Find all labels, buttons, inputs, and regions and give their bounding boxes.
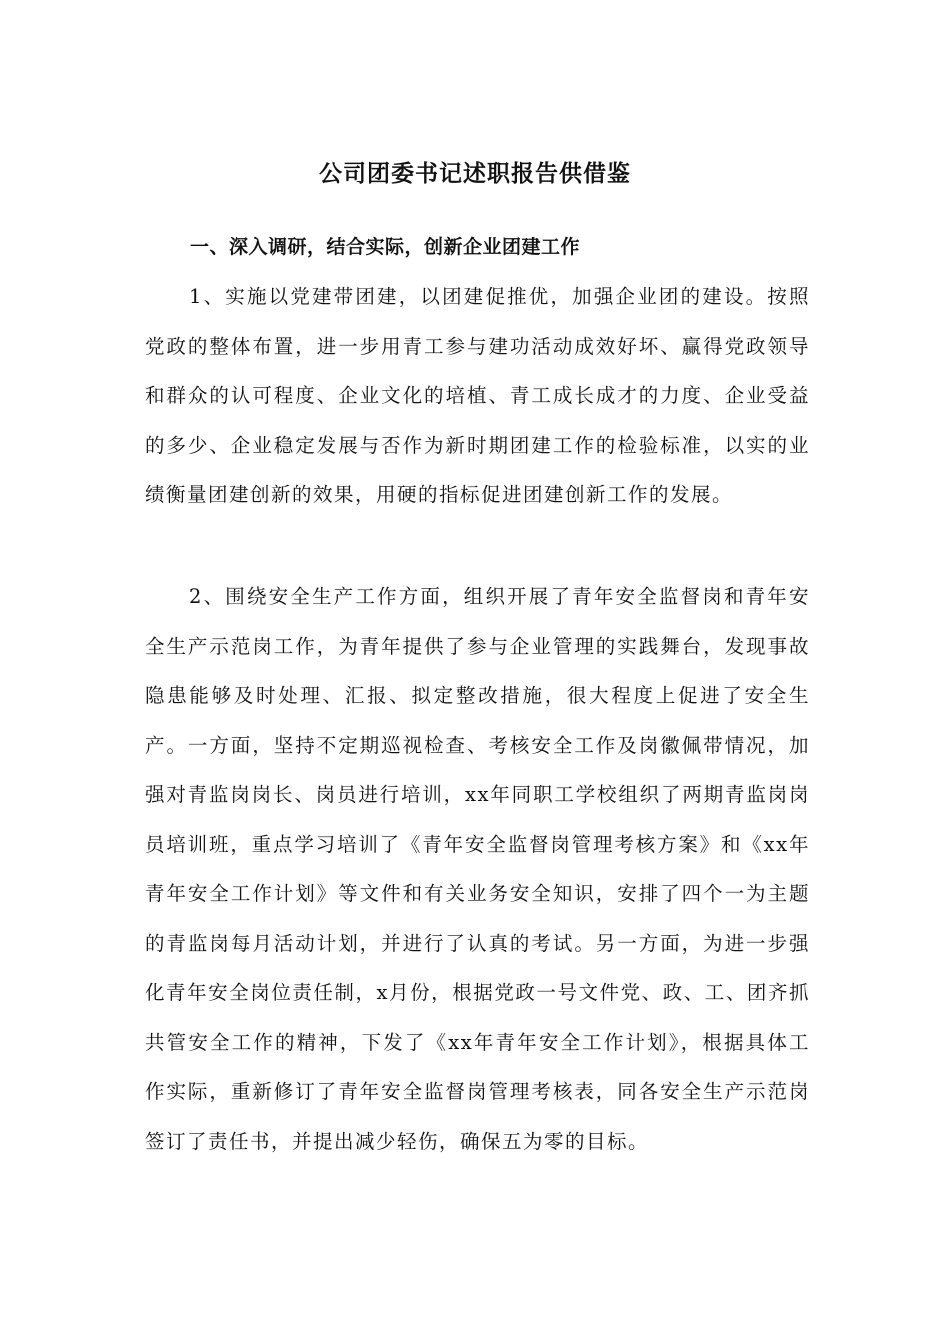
document-title: 公司团委书记述职报告供借鉴	[319, 160, 631, 187]
paragraph-1: 1、实施以党建带团建，以团建促推优，加强企业团的建设。按照党政的整体布置，进一步用青工参与建功活动成效好坏、赢得党政领导和群众的认可程度、企业文化的培植、青工成长成才的力度、企业受益的多少、企业稳定发展与否作为新时期团建工作的检验标准，以实的业绩衡量团建创新的效果，用硬的指标促进团建创新工作的发展。	[145, 285, 810, 506]
paragraph-2: 2、围绕安全生产工作方面，组织开展了青年安全监督岗和青年安全生产示范岗工作，为青年提供了参与企业管理的实践舞台，发现事故隐患能够及时处理、汇报、拟定整改措施，很大程度上促进了安全生产。一方面，坚持不定期巡视检查、考核安全工作及岗徽佩带情况，加强对青监岗岗长、岗员进行培训，xx年同职工学校组织了两期青监岗岗员培训班，重点学习培训了《青年安全监督岗管理考核方案》和《xx年青年安全工作计划》等文件和有关业务安全知识，安排了四个一为主题的青监岗每月活动计划，并进行了认真的考试。另一方面，为进一步强化青年安全岗位责任制，x月份，根据党政一号文件党、政、工、团齐抓共管安全工作的精神，下发了《xx年青年安全工作计划》，根据具体工作实际，重新修订了青年安全监督岗管理考核表，同各安全生产示范岗签订了责任书，并提出减少轻伤，确保五为零的目标。	[145, 585, 810, 1153]
section-heading: 一、深入调研，结合实际，创新企业团建工作	[190, 236, 581, 258]
